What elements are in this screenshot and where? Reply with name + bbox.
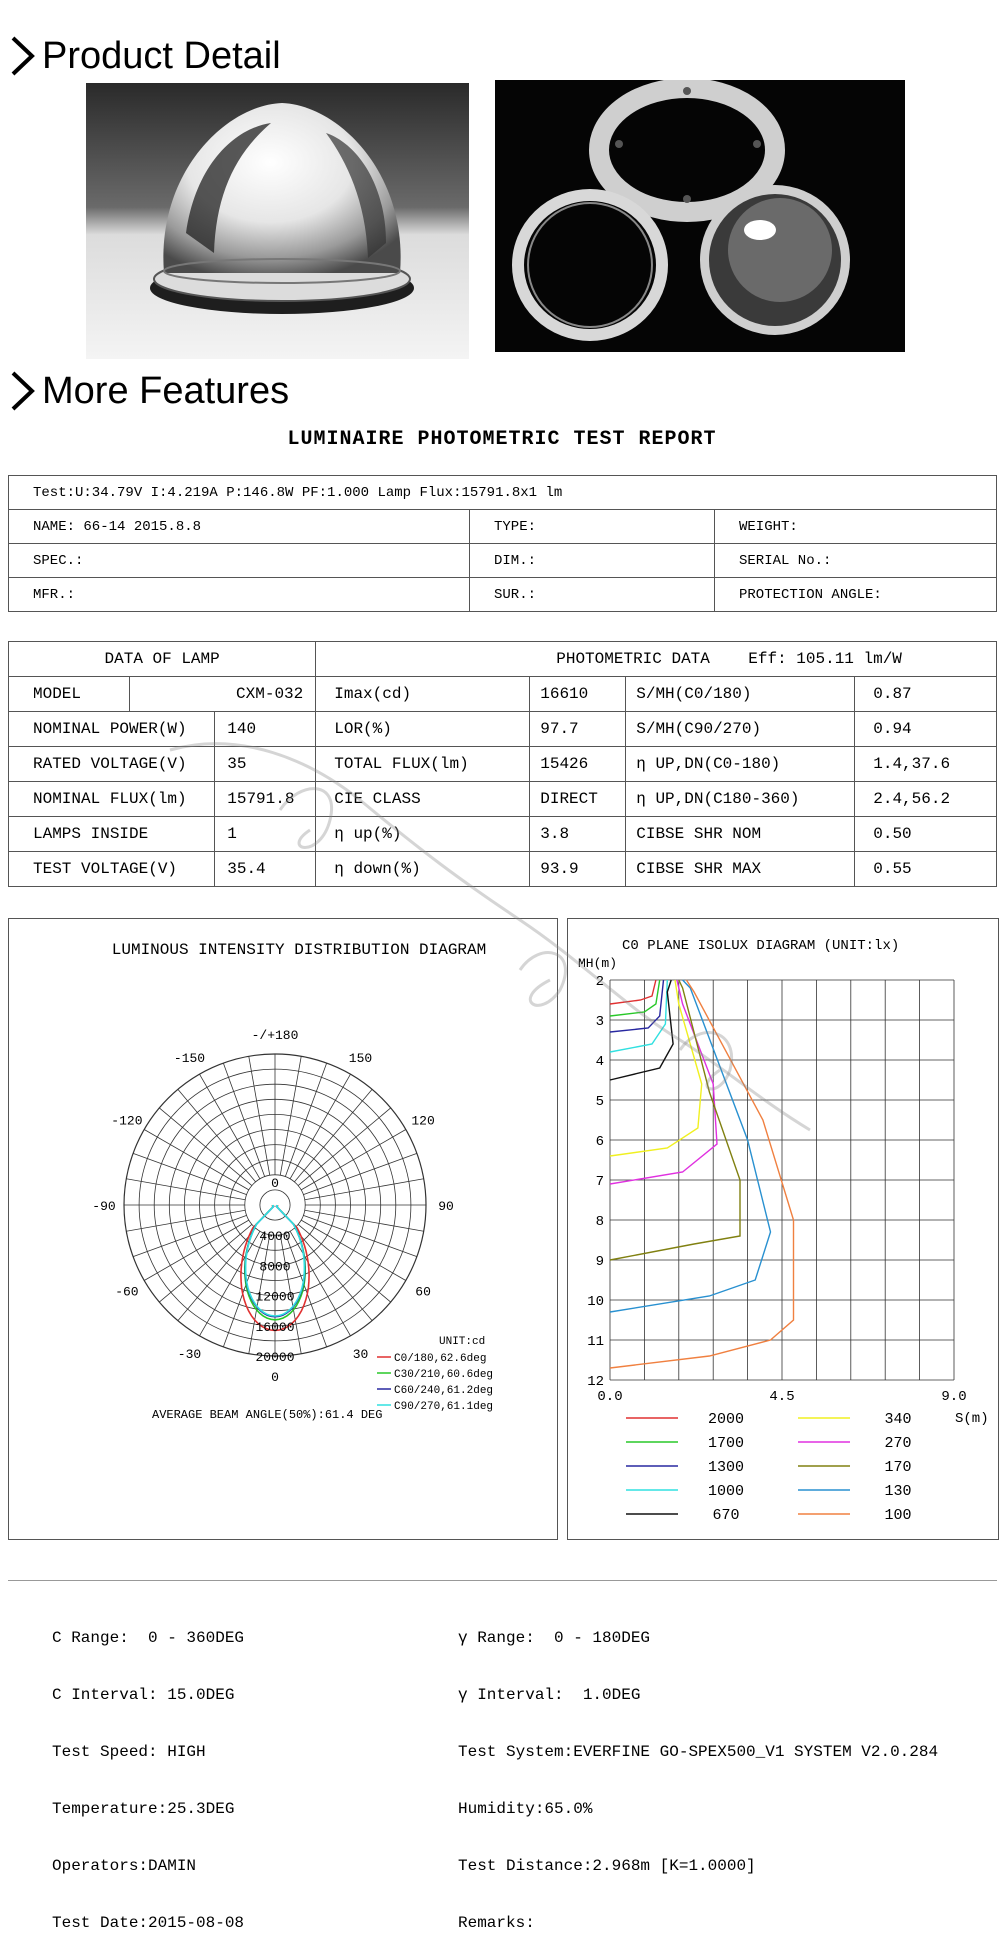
footer-line: Test Speed: HIGH <box>52 1743 206 1761</box>
photo-label: Imax(cd) <box>316 677 530 712</box>
isolux-xtick: 0.0 <box>597 1389 623 1405</box>
photo-value: 0.55 <box>855 852 997 887</box>
lamp-value: 1 <box>215 817 316 852</box>
polar-angle-label: -90 <box>92 1199 116 1214</box>
lamp-label: MODEL <box>9 677 130 712</box>
photo-label: LOR(%) <box>316 712 530 747</box>
footer-line: Remarks: <box>458 1914 535 1932</box>
polar-angle-label: 120 <box>411 1113 435 1129</box>
polar-angle-label: -/+180 <box>251 1028 299 1043</box>
lamp-label: TEST VOLTAGE(V) <box>9 852 215 887</box>
polar-angle-label: 60 <box>415 1284 431 1300</box>
isolux-xtick: 9.0 <box>941 1389 967 1405</box>
isolux-xtick: 4.5 <box>769 1389 795 1405</box>
polar-spoke <box>298 1224 391 1302</box>
photo-value: 97.7 <box>530 712 626 747</box>
footer-line: γ Interval: 1.0DEG <box>458 1686 641 1704</box>
isolux-legend-label: 100 <box>884 1507 912 1524</box>
polar-angle-label: -30 <box>177 1347 202 1363</box>
polar-ring-label: 4000 <box>259 1229 291 1245</box>
polar-spoke <box>305 1210 424 1231</box>
photo-value: DIRECT <box>530 782 626 817</box>
photo-value: 0.94 <box>855 712 997 747</box>
chevron-right-icon <box>8 34 38 78</box>
polar-unit: UNIT:cd <box>439 1336 486 1348</box>
isolux-ytick: 12 <box>587 1374 604 1390</box>
footer-line: γ Range: 0 - 180DEG <box>458 1629 651 1647</box>
chevron-right-icon <box>8 369 38 413</box>
photo-label: η down(%) <box>316 852 530 887</box>
footer-left <box>52 1591 244 1952</box>
photo-label: CIBSE SHR MAX <box>626 852 855 887</box>
legend-label: C90/270,61.1deg <box>394 1401 494 1413</box>
lamp-value: 15791.8 <box>215 782 316 817</box>
isolux-legend-label: 340 <box>884 1411 912 1428</box>
photo-value: 3.8 <box>530 817 626 852</box>
footer-line: C Range: 0 - 360DEG <box>52 1629 245 1647</box>
info-cell: WEIGHT: <box>715 510 997 544</box>
product-detail-heading <box>8 34 281 78</box>
report-info-table <box>8 475 997 612</box>
polar-spoke <box>144 1220 249 1280</box>
info-cell: PROTECTION ANGLE: <box>715 578 997 612</box>
polar-ring-label: 12000 <box>255 1289 295 1305</box>
info-cell: SERIAL No.: <box>715 544 997 578</box>
isolux-legend-label: 270 <box>884 1435 912 1452</box>
polar-spoke <box>303 1215 417 1256</box>
footer-separator <box>8 1580 997 1581</box>
photo-value: 93.9 <box>530 852 626 887</box>
polar-spoke <box>159 1224 252 1302</box>
isolux-xlabel: S(m) <box>955 1411 989 1427</box>
isolux-title: C0 PLANE ISOLUX DIAGRAM (UNIT:lx) <box>622 938 900 954</box>
isolux-ytick: 2 <box>595 974 604 990</box>
footer-line: Test Date:2015-08-08 <box>52 1914 245 1932</box>
photo-label: CIE CLASS <box>316 782 530 817</box>
lamp-label: NOMINAL POWER(W) <box>9 712 215 747</box>
photo-value: 0.50 <box>855 817 997 852</box>
lamp-value: 35.4 <box>215 852 316 887</box>
legend-label: C0/180,62.6deg <box>394 1353 487 1365</box>
isolux-legend-label: 670 <box>712 1507 740 1524</box>
photo-label: η UP,DN(C0-180) <box>626 747 855 782</box>
polar-angle-label: 0 <box>271 1370 279 1385</box>
polar-spoke <box>126 1210 245 1231</box>
isolux-legend-label: 170 <box>884 1459 912 1476</box>
polar-spoke <box>294 1228 372 1321</box>
product-detail-title: Product Detail <box>42 34 281 77</box>
isolux-ytick: 7 <box>595 1174 604 1190</box>
test-line: Test:U:34.79V I:4.219A P:146.8W PF:1.000 Lamp Flux:15791.8x1 lm <box>9 476 997 510</box>
polar-spoke <box>301 1220 406 1280</box>
info-cell: SUR.: <box>470 578 715 612</box>
isolux-ytick: 10 <box>587 1294 604 1310</box>
polar-spoke <box>200 1231 260 1336</box>
polar-angle-label: 30 <box>352 1347 369 1363</box>
isolux-legend-label: 1700 <box>707 1435 745 1452</box>
isolux-ytick: 4 <box>595 1054 604 1070</box>
report-title: LUMINAIRE PHOTOMETRIC TEST REPORT <box>287 428 717 451</box>
polar-angle-label: -150 <box>173 1050 206 1066</box>
info-cell: NAME: 66-14 2015.8.8 <box>9 510 470 544</box>
photo-value: 2.4,56.2 <box>855 782 997 817</box>
lamp-value: 35 <box>215 747 316 782</box>
isolux-ytick: 6 <box>595 1134 604 1150</box>
photometric-header <box>316 642 997 677</box>
lamp-label: RATED VOLTAGE(V) <box>9 747 215 782</box>
lens-photo <box>86 83 469 359</box>
photo-label: η UP,DN(C180-360) <box>626 782 855 817</box>
lamp-label: NOMINAL FLUX(lm) <box>9 782 215 817</box>
isolux-ytick: 9 <box>595 1254 604 1270</box>
isolux-ytick: 5 <box>595 1094 604 1110</box>
footer-line: Test System:EVERFINE GO-SPEX500_V1 SYSTEM V2.0.284 <box>458 1743 939 1761</box>
isolux-ylabel: MH(m) <box>578 956 618 971</box>
isolux-legend-label: 1300 <box>707 1459 745 1476</box>
lamp-value: 140 <box>215 712 316 747</box>
photo-label: η up(%) <box>316 817 530 852</box>
photo-value: 16610 <box>530 677 626 712</box>
footer-line: Test Distance:2.968m [K=1.0000] <box>458 1857 756 1875</box>
photo-label: CIBSE SHR NOM <box>626 817 855 852</box>
isolux-ytick: 8 <box>595 1214 604 1230</box>
isolux-legend-label: 130 <box>884 1483 912 1500</box>
isolux-ytick: 11 <box>587 1334 604 1350</box>
footer-line: Operators:DAMIN <box>52 1857 197 1875</box>
info-cell: SPEC.: <box>9 544 470 578</box>
lamp-header: DATA OF LAMP <box>9 642 316 677</box>
photo-label: S/MH(C0/180) <box>626 677 855 712</box>
legend-label: C60/240,61.2deg <box>394 1385 494 1397</box>
isolux-legend-label: 2000 <box>707 1411 745 1428</box>
more-features-title: More Features <box>42 369 290 412</box>
info-cell: DIM.: <box>470 544 715 578</box>
info-cell: TYPE: <box>470 510 715 544</box>
polar-ring-label: 16000 <box>255 1319 295 1335</box>
isolux-legend-label: 1000 <box>707 1483 745 1500</box>
photo-value: 1.4,37.6 <box>855 747 997 782</box>
photo-label: S/MH(C90/270) <box>626 712 855 747</box>
polar-spoke <box>133 1215 247 1256</box>
photometric-title: PHOTOMETRIC DATA <box>556 650 710 668</box>
lamp-value: CXM-032 <box>130 677 316 712</box>
footer-right <box>458 1591 998 1952</box>
polar-angle-label: 150 <box>348 1050 373 1066</box>
isolux-ytick: 3 <box>595 1014 604 1030</box>
more-features-heading <box>8 369 289 413</box>
footer-line: Humidity:65.0% <box>458 1800 593 1818</box>
footer-line: Temperature:25.3DEG <box>52 1800 235 1818</box>
polar-spoke <box>290 1231 350 1336</box>
footer-line: C Interval: 15.0DEG <box>52 1686 235 1704</box>
photo-value: 15426 <box>530 747 626 782</box>
efficiency: Eff: 105.11 lm/W <box>748 650 902 668</box>
polar-angle-label: -120 <box>111 1113 143 1129</box>
polar-ring-label: 8000 <box>259 1259 291 1275</box>
legend-label: C30/210,60.6deg <box>394 1369 494 1381</box>
parts-photo <box>495 80 905 352</box>
lamp-label: LAMPS INSIDE <box>9 817 215 852</box>
polar-angle-label: 90 <box>438 1199 454 1214</box>
polar-ring-label: 0 <box>271 1176 279 1191</box>
signature-watermark <box>160 720 840 1200</box>
beam-angle: AVERAGE BEAM ANGLE(50%):61.4 DEG <box>152 1408 383 1422</box>
polar-title: LUMINOUS INTENSITY DISTRIBUTION DIAGRAM <box>111 941 487 959</box>
polar-angle-label: -60 <box>115 1284 139 1300</box>
polar-ring-label: 20000 <box>255 1350 295 1365</box>
info-cell: MFR.: <box>9 578 470 612</box>
polar-spoke <box>178 1228 256 1321</box>
photo-value: 0.87 <box>855 677 997 712</box>
photo-label: TOTAL FLUX(lm) <box>316 747 530 782</box>
